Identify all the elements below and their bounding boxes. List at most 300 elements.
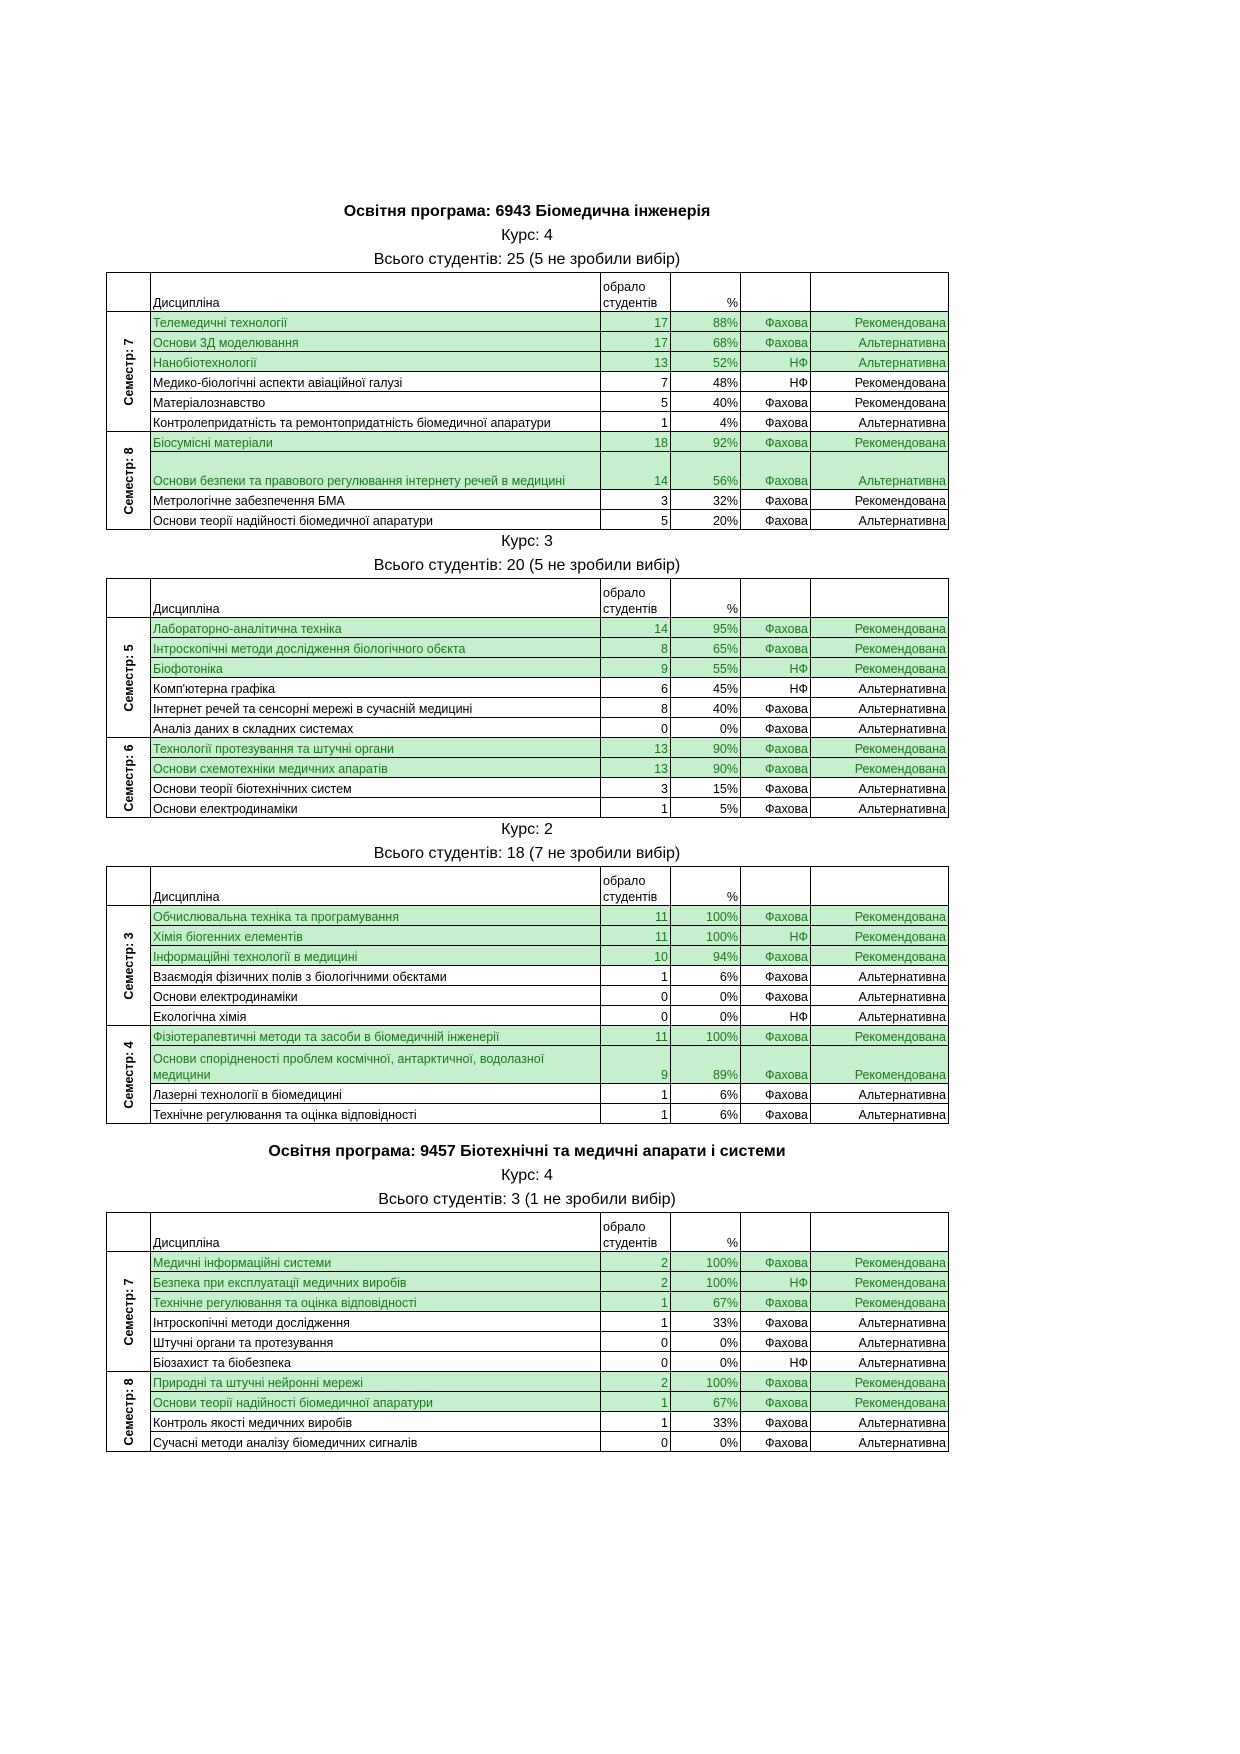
table-row — [107, 1272, 949, 1292]
table-row — [107, 778, 949, 798]
discipline-type: Фахова — [741, 392, 811, 412]
table-row — [107, 1332, 949, 1352]
chosen-percent: 100% — [671, 906, 741, 926]
chosen-count: 2 — [601, 1272, 671, 1292]
chosen-count: 1 — [601, 1104, 671, 1124]
header-blank-kind — [811, 273, 949, 312]
table-row — [107, 618, 949, 638]
discipline-name: Медико-біологічні аспекти авіаційної галузі — [151, 372, 601, 392]
chosen-count: 3 — [601, 490, 671, 510]
discipline-kind: Альтернативна — [811, 1352, 949, 1372]
table-row — [107, 906, 949, 926]
discipline-name: Телемедичні технології — [151, 312, 601, 332]
table-row — [107, 1412, 949, 1432]
discipline-kind: Альтернативна — [811, 698, 949, 718]
table-row — [107, 1372, 949, 1392]
chosen-count: 1 — [601, 966, 671, 986]
chosen-percent: 20% — [671, 510, 741, 530]
discipline-name: Технічне регулювання та оцінка відповідності — [151, 1104, 601, 1124]
chosen-percent: 32% — [671, 490, 741, 510]
discipline-type: Фахова — [741, 758, 811, 778]
header-chosen-top: обрало — [603, 1220, 646, 1234]
discipline-kind: Альтернативна — [811, 1332, 949, 1352]
document — [106, 200, 948, 1452]
chosen-percent: 92% — [671, 432, 741, 452]
chosen-percent: 0% — [671, 986, 741, 1006]
chosen-percent: 6% — [671, 1084, 741, 1104]
discipline-type: Фахова — [741, 1312, 811, 1332]
chosen-count: 5 — [601, 392, 671, 412]
table-row — [107, 1026, 949, 1046]
header-chosen-bottom: студентів — [603, 1236, 658, 1250]
header-chosen-top: обрало — [603, 874, 646, 888]
semester-label — [107, 432, 151, 530]
header-percent: % — [671, 579, 741, 618]
header-blank-kind — [811, 867, 949, 906]
discipline-name: Природні та штучні нейронні мережі — [151, 1372, 601, 1392]
chosen-count: 0 — [601, 986, 671, 1006]
discipline-kind: Альтернативна — [811, 966, 949, 986]
table-row — [107, 718, 949, 738]
discipline-kind: Рекомендована — [811, 1046, 949, 1084]
discipline-name: Лабораторно-аналітична техніка — [151, 618, 601, 638]
course-label: Курс: 4 — [501, 1167, 553, 1184]
discipline-name: Аналіз даних в складних системах — [151, 718, 601, 738]
chosen-percent: 95% — [671, 618, 741, 638]
discipline-kind: Альтернативна — [811, 798, 949, 818]
chosen-count: 8 — [601, 638, 671, 658]
students-total: Всього студентів: 20 (5 не зробили вибір) — [373, 557, 681, 574]
discipline-type: Фахова — [741, 452, 811, 490]
chosen-percent: 0% — [671, 1432, 741, 1452]
chosen-count: 3 — [601, 778, 671, 798]
header-blank — [107, 1213, 151, 1252]
discipline-name: Матеріалознавство — [151, 392, 601, 412]
table-row — [107, 1084, 949, 1104]
chosen-percent: 55% — [671, 658, 741, 678]
discipline-kind: Рекомендована — [811, 1372, 949, 1392]
chosen-count: 17 — [601, 332, 671, 352]
program-title: Освітня програма: 6943 Біомедична інженерія — [343, 203, 711, 220]
students-total: Всього студентів: 25 (5 не зробили вибір) — [373, 251, 681, 268]
chosen-count: 14 — [601, 452, 671, 490]
header-blank-type — [741, 579, 811, 618]
chosen-count: 6 — [601, 678, 671, 698]
discipline-kind: Альтернативна — [811, 332, 949, 352]
semester-label — [107, 312, 151, 432]
table-row — [107, 1006, 949, 1026]
discipline-type: Фахова — [741, 1332, 811, 1352]
header-blank-type — [741, 867, 811, 906]
chosen-percent: 40% — [671, 392, 741, 412]
header-percent: % — [671, 273, 741, 312]
discipline-type: Фахова — [741, 698, 811, 718]
header-chosen-bottom: студентів — [603, 602, 658, 616]
disciplines-table — [106, 578, 949, 818]
chosen-count: 14 — [601, 618, 671, 638]
course-label: Курс: 4 — [501, 227, 553, 244]
chosen-percent: 67% — [671, 1292, 741, 1312]
discipline-kind: Рекомендована — [811, 1272, 949, 1292]
table-row — [107, 1352, 949, 1372]
header-blank-kind — [811, 1213, 949, 1252]
table-header-row — [107, 273, 949, 312]
chosen-count: 5 — [601, 510, 671, 530]
header-chosen-bottom: студентів — [603, 296, 658, 310]
chosen-count: 13 — [601, 738, 671, 758]
discipline-kind: Рекомендована — [811, 638, 949, 658]
discipline-type: Фахова — [741, 1104, 811, 1124]
header-chosen — [601, 1213, 671, 1252]
table-row — [107, 312, 949, 332]
header-chosen-bottom: студентів — [603, 890, 658, 904]
discipline-type: Фахова — [741, 432, 811, 452]
chosen-count: 8 — [601, 698, 671, 718]
table-row — [107, 986, 949, 1006]
table-row — [107, 432, 949, 452]
discipline-name: Екологічна хімія — [151, 1006, 601, 1026]
chosen-count: 13 — [601, 352, 671, 372]
discipline-kind: Рекомендована — [811, 618, 949, 638]
chosen-percent: 48% — [671, 372, 741, 392]
discipline-kind: Альтернативна — [811, 1432, 949, 1452]
discipline-name: Контролепридатність та ремонтопридатність біомедичної апаратури — [151, 412, 601, 432]
discipline-type: Фахова — [741, 618, 811, 638]
table-row — [107, 966, 949, 986]
discipline-type: НФ — [741, 658, 811, 678]
discipline-name: Сучасні методи аналізу біомедичних сигналів — [151, 1432, 601, 1452]
chosen-count: 1 — [601, 1084, 671, 1104]
discipline-name: Штучні органи та протезування — [151, 1332, 601, 1352]
header-blank — [107, 867, 151, 906]
semester-label — [107, 618, 151, 738]
discipline-kind: Рекомендована — [811, 906, 949, 926]
chosen-count: 9 — [601, 658, 671, 678]
table-row — [107, 352, 949, 372]
header-chosen-top: обрало — [603, 586, 646, 600]
header-percent: % — [671, 867, 741, 906]
table-row — [107, 1104, 949, 1124]
disciplines-table — [106, 272, 949, 530]
semester-label-text: Семестр: 8 — [121, 1377, 136, 1446]
table-row — [107, 490, 949, 510]
chosen-percent: 0% — [671, 1332, 741, 1352]
chosen-count: 10 — [601, 946, 671, 966]
discipline-type: Фахова — [741, 946, 811, 966]
discipline-type: Фахова — [741, 1432, 811, 1452]
discipline-type: Фахова — [741, 510, 811, 530]
discipline-type: Фахова — [741, 1046, 811, 1084]
chosen-percent: 89% — [671, 1046, 741, 1084]
discipline-name: Інтроскопічні методи дослідження — [151, 1312, 601, 1332]
discipline-name: Основи електродинаміки — [151, 798, 601, 818]
discipline-name: Контроль якості медичних виробів — [151, 1412, 601, 1432]
chosen-count: 0 — [601, 1332, 671, 1352]
chosen-percent: 33% — [671, 1412, 741, 1432]
discipline-name: Біосумісні матеріали — [151, 432, 601, 452]
discipline-name: Основи схемотехніки медичних апаратів — [151, 758, 601, 778]
chosen-percent: 67% — [671, 1392, 741, 1412]
table-header-row — [107, 1213, 949, 1252]
discipline-kind: Рекомендована — [811, 372, 949, 392]
chosen-percent: 52% — [671, 352, 741, 372]
discipline-type: Фахова — [741, 332, 811, 352]
discipline-type: Фахова — [741, 718, 811, 738]
discipline-name: Основи електродинаміки — [151, 986, 601, 1006]
section-gap — [106, 1124, 948, 1140]
table-row — [107, 678, 949, 698]
chosen-percent: 15% — [671, 778, 741, 798]
discipline-type: Фахова — [741, 1412, 811, 1432]
table-row — [107, 738, 949, 758]
discipline-name: Хімія біогенних елементів — [151, 926, 601, 946]
discipline-name: Безпека при експлуатації медичних виробів — [151, 1272, 601, 1292]
chosen-count: 9 — [601, 1046, 671, 1084]
chosen-count: 13 — [601, 758, 671, 778]
chosen-percent: 100% — [671, 926, 741, 946]
course-label: Курс: 3 — [501, 533, 553, 550]
discipline-name: Біофотоніка — [151, 658, 601, 678]
discipline-type: НФ — [741, 1006, 811, 1026]
table-row — [107, 1432, 949, 1452]
header-discipline: Дисципліна — [151, 579, 601, 618]
chosen-percent: 100% — [671, 1252, 741, 1272]
discipline-type: НФ — [741, 352, 811, 372]
chosen-count: 17 — [601, 312, 671, 332]
chosen-percent: 94% — [671, 946, 741, 966]
header-blank-type — [741, 1213, 811, 1252]
table-header-row — [107, 867, 949, 906]
table-row — [107, 412, 949, 432]
header-chosen — [601, 273, 671, 312]
chosen-percent: 56% — [671, 452, 741, 490]
discipline-type: Фахова — [741, 1026, 811, 1046]
chosen-count: 1 — [601, 412, 671, 432]
semester-label-text: Семестр: 7 — [121, 337, 136, 406]
table-row — [107, 372, 949, 392]
header-chosen-top: обрало — [603, 280, 646, 294]
table-row — [107, 698, 949, 718]
table-row — [107, 758, 949, 778]
semester-label — [107, 1372, 151, 1452]
discipline-kind: Альтернативна — [811, 352, 949, 372]
table-row — [107, 926, 949, 946]
semester-label-text: Семестр: 3 — [121, 931, 136, 1000]
chosen-percent: 68% — [671, 332, 741, 352]
chosen-count: 18 — [601, 432, 671, 452]
chosen-count: 1 — [601, 1412, 671, 1432]
discipline-name: Комп'ютерна графіка — [151, 678, 601, 698]
semester-label-text: Семестр: 8 — [121, 446, 136, 515]
table-row — [107, 946, 949, 966]
chosen-percent: 88% — [671, 312, 741, 332]
discipline-type: Фахова — [741, 412, 811, 432]
table-row — [107, 658, 949, 678]
header-discipline: Дисципліна — [151, 1213, 601, 1252]
discipline-kind: Альтернативна — [811, 412, 949, 432]
chosen-count: 0 — [601, 718, 671, 738]
chosen-percent: 6% — [671, 1104, 741, 1124]
chosen-count: 11 — [601, 906, 671, 926]
chosen-percent: 65% — [671, 638, 741, 658]
discipline-type: Фахова — [741, 1372, 811, 1392]
table-row — [107, 1046, 949, 1084]
chosen-percent: 33% — [671, 1312, 741, 1332]
header-discipline: Дисципліна — [151, 867, 601, 906]
chosen-count: 11 — [601, 1026, 671, 1046]
chosen-count: 11 — [601, 926, 671, 946]
discipline-kind: Рекомендована — [811, 758, 949, 778]
discipline-type: Фахова — [741, 490, 811, 510]
discipline-kind: Альтернативна — [811, 1412, 949, 1432]
table-row — [107, 392, 949, 412]
table-row — [107, 638, 949, 658]
discipline-type: НФ — [741, 1272, 811, 1292]
semester-label-text: Семестр: 6 — [121, 743, 136, 812]
table-header-row — [107, 579, 949, 618]
chosen-percent: 0% — [671, 1352, 741, 1372]
table-row — [107, 510, 949, 530]
discipline-name: Інтроскопічні методи дослідження біологічного обєкта — [151, 638, 601, 658]
discipline-type: Фахова — [741, 638, 811, 658]
header-chosen — [601, 579, 671, 618]
discipline-kind: Рекомендована — [811, 1026, 949, 1046]
discipline-type: НФ — [741, 678, 811, 698]
students-total: Всього студентів: 18 (7 не зробили вибір) — [373, 845, 681, 862]
table-row — [107, 1312, 949, 1332]
students-total: Всього студентів: 3 (1 не зробили вибір) — [378, 1191, 676, 1208]
discipline-kind: Рекомендована — [811, 392, 949, 412]
header-blank — [107, 273, 151, 312]
semester-label — [107, 738, 151, 818]
semester-label-text: Семестр: 5 — [121, 643, 136, 712]
discipline-kind: Альтернативна — [811, 1312, 949, 1332]
discipline-kind: Альтернативна — [811, 778, 949, 798]
discipline-type: Фахова — [741, 778, 811, 798]
chosen-count: 2 — [601, 1252, 671, 1272]
chosen-count: 1 — [601, 1292, 671, 1312]
discipline-name: Основи безпеки та правового регулювання інтернету речей в медицині — [151, 452, 601, 490]
semester-label-text: Семестр: 4 — [121, 1040, 136, 1109]
discipline-type: Фахова — [741, 1252, 811, 1272]
discipline-kind: Альтернативна — [811, 718, 949, 738]
discipline-name: Нанобіотехнології — [151, 352, 601, 372]
chosen-percent: 5% — [671, 798, 741, 818]
header-blank-type — [741, 273, 811, 312]
discipline-kind: Рекомендована — [811, 1292, 949, 1312]
discipline-name: Основи теорії біотехнічних систем — [151, 778, 601, 798]
discipline-kind: Рекомендована — [811, 658, 949, 678]
discipline-type: Фахова — [741, 798, 811, 818]
chosen-percent: 100% — [671, 1026, 741, 1046]
discipline-name: Основи 3Д моделювання — [151, 332, 601, 352]
discipline-kind: Альтернативна — [811, 452, 949, 490]
discipline-kind: Альтернативна — [811, 1084, 949, 1104]
chosen-percent: 45% — [671, 678, 741, 698]
table-row — [107, 1252, 949, 1272]
chosen-percent: 100% — [671, 1372, 741, 1392]
discipline-name: Метрологічне забезпечення БМА — [151, 490, 601, 510]
discipline-name: Біозахист та біобезпека — [151, 1352, 601, 1372]
discipline-kind: Альтернативна — [811, 1006, 949, 1026]
table-row — [107, 1392, 949, 1412]
chosen-count: 2 — [601, 1372, 671, 1392]
discipline-kind: Альтернативна — [811, 986, 949, 1006]
table-row — [107, 1292, 949, 1312]
discipline-type: Фахова — [741, 1292, 811, 1312]
discipline-kind: Альтернативна — [811, 1104, 949, 1124]
table-row — [107, 798, 949, 818]
chosen-percent: 90% — [671, 758, 741, 778]
chosen-percent: 40% — [671, 698, 741, 718]
chosen-count: 0 — [601, 1432, 671, 1452]
header-blank-kind — [811, 579, 949, 618]
discipline-name: Технології протезування та штучні органи — [151, 738, 601, 758]
discipline-type: Фахова — [741, 986, 811, 1006]
semester-label — [107, 1026, 151, 1124]
chosen-percent: 90% — [671, 738, 741, 758]
discipline-name: Обчислювальна техніка та програмування — [151, 906, 601, 926]
discipline-name: Основи спорідненості проблем космічної, антарктичної, водолазної медицини — [151, 1046, 601, 1084]
discipline-name: Лазерні технології в біомедицині — [151, 1084, 601, 1104]
chosen-count: 1 — [601, 1392, 671, 1412]
header-discipline: Дисципліна — [151, 273, 601, 312]
disciplines-table — [106, 866, 949, 1124]
discipline-type: Фахова — [741, 1392, 811, 1412]
discipline-name: Основи теорії надійності біомедичної апаратури — [151, 1392, 601, 1412]
chosen-percent: 100% — [671, 1272, 741, 1292]
discipline-type: Фахова — [741, 1084, 811, 1104]
discipline-kind: Рекомендована — [811, 1252, 949, 1272]
chosen-count: 1 — [601, 1312, 671, 1332]
discipline-kind: Рекомендована — [811, 738, 949, 758]
semester-label — [107, 906, 151, 1026]
semester-label-text: Семестр: 7 — [121, 1277, 136, 1346]
discipline-name: Технічне регулювання та оцінка відповідності — [151, 1292, 601, 1312]
semester-label — [107, 1252, 151, 1372]
chosen-count: 7 — [601, 372, 671, 392]
table-row — [107, 332, 949, 352]
discipline-type: Фахова — [741, 312, 811, 332]
program-title: Освітня програма: 9457 Біотехнічні та медичні апарати і системи — [268, 1143, 786, 1160]
header-chosen — [601, 867, 671, 906]
header-percent: % — [671, 1213, 741, 1252]
discipline-kind: Рекомендована — [811, 1392, 949, 1412]
discipline-kind: Рекомендована — [811, 946, 949, 966]
discipline-type: НФ — [741, 1352, 811, 1372]
discipline-type: Фахова — [741, 906, 811, 926]
discipline-kind: Альтернативна — [811, 510, 949, 530]
discipline-kind: Рекомендована — [811, 312, 949, 332]
table-row — [107, 452, 949, 490]
discipline-type: Фахова — [741, 738, 811, 758]
discipline-name: Взаємодія фізичних полів з біологічними обєктами — [151, 966, 601, 986]
discipline-name: Інформаційні технології в медицині — [151, 946, 601, 966]
discipline-type: Фахова — [741, 966, 811, 986]
course-label: Курс: 2 — [501, 821, 553, 838]
chosen-percent: 4% — [671, 412, 741, 432]
discipline-type: НФ — [741, 926, 811, 946]
chosen-count: 0 — [601, 1352, 671, 1372]
discipline-kind: Рекомендована — [811, 432, 949, 452]
discipline-name: Фізіотерапевтичні методи та засоби в біомедичній інженерії — [151, 1026, 601, 1046]
discipline-name: Медичні інформаційні системи — [151, 1252, 601, 1272]
header-blank — [107, 579, 151, 618]
chosen-percent: 0% — [671, 718, 741, 738]
chosen-percent: 0% — [671, 1006, 741, 1026]
discipline-kind: Рекомендована — [811, 926, 949, 946]
discipline-kind: Альтернативна — [811, 678, 949, 698]
